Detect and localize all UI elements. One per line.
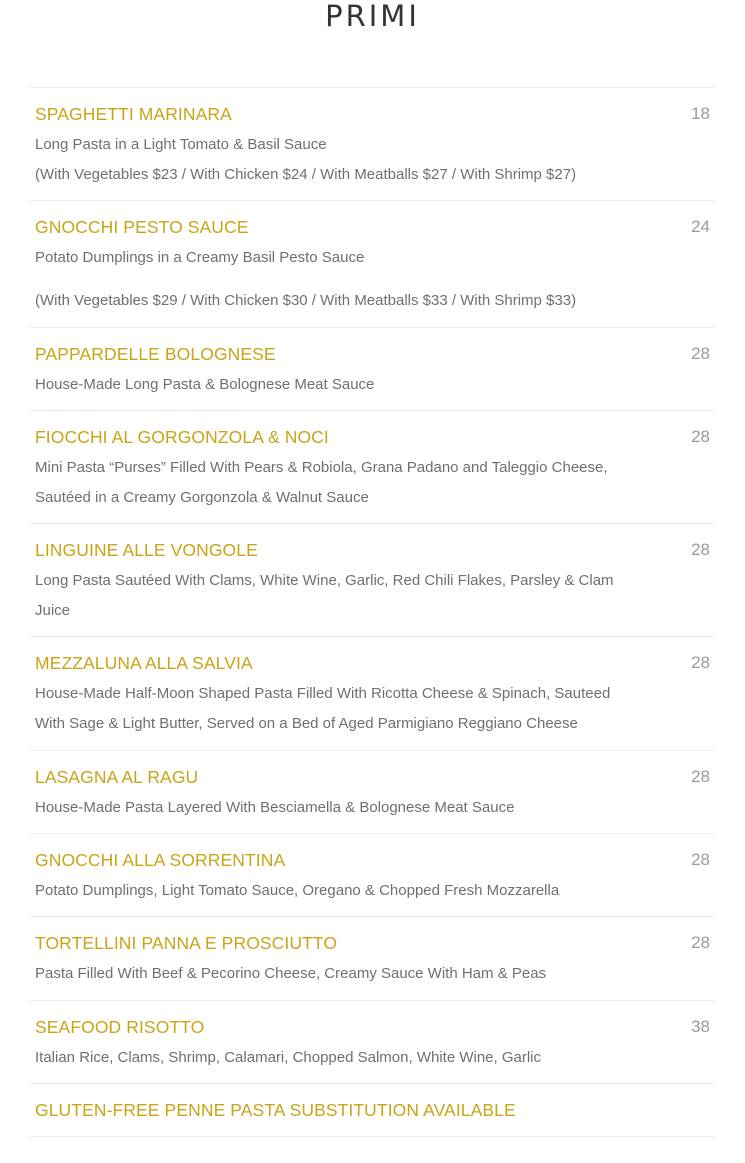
menu-item-seafood-risotto xyxy=(30,1000,715,1083)
item-description: Long Pasta in a Light Tomato & Basil Sauce xyxy=(35,136,327,153)
item-price: 28 xyxy=(691,653,710,672)
item-description: House-Made Long Pasta & Bolognese Meat Sauce xyxy=(35,376,375,393)
item-description: Potato Dumplings, Light Tomato Sauce, Oregano & Chopped Fresh Mozzarella xyxy=(35,882,560,899)
item-price: 24 xyxy=(691,217,710,236)
item-options: (With Vegetables $29 / With Chicken $30 / With Meatballs $33 / With Shrimp $33) xyxy=(35,292,577,309)
item-name: LASAGNA AL RAGU xyxy=(35,767,199,787)
item-name: GNOCCHI PESTO SAUCE xyxy=(35,217,249,237)
menu-item-gnocchi-pesto xyxy=(30,200,715,327)
item-description: Italian Rice, Clams, Shrimp, Calamari, Chopped Salmon, White Wine, Garlic xyxy=(35,1049,542,1066)
item-name: LINGUINE ALLE VONGOLE xyxy=(35,540,258,560)
item-price: 28 xyxy=(691,344,710,363)
menu-item-mezzaluna-salvia xyxy=(30,636,715,750)
menu-list xyxy=(30,87,715,1137)
item-name: MEZZALUNA ALLA SALVIA xyxy=(35,653,253,673)
menu-item-gnocchi-sorrentina xyxy=(30,833,715,916)
item-options: (With Vegetables $23 / With Chicken $24 / With Meatballs $27 / With Shrimp $27) xyxy=(35,166,577,183)
item-price: 28 xyxy=(691,767,710,786)
item-price: 28 xyxy=(691,540,710,559)
item-price: 18 xyxy=(691,104,710,123)
item-price: 38 xyxy=(691,1017,710,1036)
item-price: 28 xyxy=(691,850,710,869)
item-description: Mini Pasta “Purses” Filled With Pears & Robiola, Grana Padano and Taleggio Cheese, Sautéed in a Creamy Gorgonzola & Walnut Sauce xyxy=(35,459,608,506)
item-description: House-Made Half-Moon Shaped Pasta Filled With Ricotta Cheese & Spinach, Sauteed With Sage & Light Butter, Served on a Bed of Aged Parmigiano Reggiano Cheese xyxy=(35,685,611,732)
menu-item-pappardelle-bolognese xyxy=(30,327,715,410)
item-name: TORTELLINI PANNA E PROSCIUTTO xyxy=(35,933,338,953)
menu-item-lasagna-ragu xyxy=(30,750,715,833)
item-description: House-Made Pasta Layered With Besciamella & Bolognese Meat Sauce xyxy=(35,799,515,816)
item-name: SEAFOOD RISOTTO xyxy=(35,1017,205,1037)
menu-item-linguine-vongole xyxy=(30,523,715,636)
item-description: Pasta Filled With Beef & Pecorino Cheese, Creamy Sauce With Ham & Peas xyxy=(35,965,547,982)
item-name: GNOCCHI ALLA SORRENTINA xyxy=(35,850,286,870)
item-description: Long Pasta Sautéed With Clams, White Wine, Garlic, Red Chili Flakes, Parsley & Clam Juice xyxy=(35,572,614,619)
item-price: 28 xyxy=(691,427,710,446)
item-name: SPAGHETTI MARINARA xyxy=(35,104,232,124)
item-price: 28 xyxy=(691,933,710,952)
menu-item-tortellini-panna xyxy=(30,916,715,1000)
menu-item-fiocchi-gorgonzola xyxy=(30,410,715,523)
item-name: PAPPARDELLE BOLOGNESE xyxy=(35,344,276,364)
menu-item-spaghetti-marinara xyxy=(30,87,715,200)
item-description: Potato Dumplings in a Creamy Basil Pesto Sauce xyxy=(35,249,365,266)
section-title: PRIMI xyxy=(325,0,420,33)
menu-item-gluten-free-note xyxy=(30,1083,715,1137)
gluten-free-note: GLUTEN-FREE PENNE PASTA SUBSTITUTION AVAILABLE xyxy=(35,1100,516,1120)
item-name: FIOCCHI AL GORGONZOLA & NOCI xyxy=(35,427,329,447)
